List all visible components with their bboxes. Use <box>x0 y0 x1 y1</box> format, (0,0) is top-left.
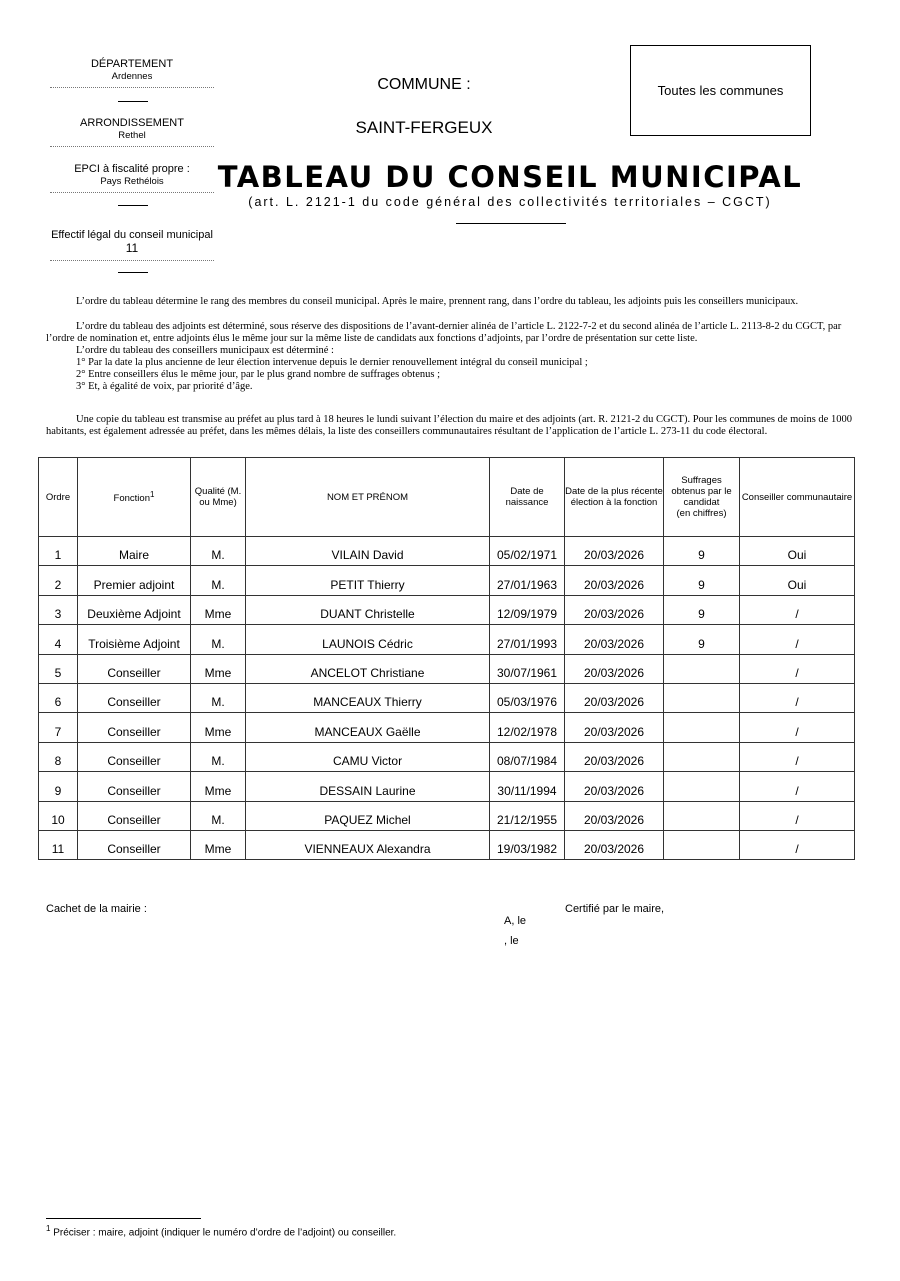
page-subtitle: (art. L. 2121-1 du code général des collectivités territoriales – CGCT) <box>248 195 772 209</box>
cell-nom: LAUNOIS Cédric <box>246 625 490 654</box>
cell-suffrages: 9 <box>664 595 740 624</box>
certifie-label: Certifié par le maire, <box>565 903 665 915</box>
cell-election: 20/03/2026 <box>565 742 664 771</box>
cell-naissance: 12/09/1979 <box>490 595 565 624</box>
divider <box>118 272 148 273</box>
table-row <box>39 595 855 624</box>
intro-text <box>46 296 854 308</box>
cell-naissance: 30/07/1961 <box>490 654 565 683</box>
cell-naissance: 21/12/1955 <box>490 801 565 830</box>
paragraph-rule-1: 1° Par la date la plus ancienne de leur élection intervenue depuis le dernier renouvellement intégral du conseil municipal ; <box>76 357 588 368</box>
header-ordre: Ordre <box>39 458 78 537</box>
table-row <box>39 801 855 830</box>
cell-suffrages <box>664 772 740 801</box>
communes-box <box>630 45 811 136</box>
cell-election: 20/03/2026 <box>565 830 664 859</box>
communes-box-text: Toutes les communes <box>657 83 784 98</box>
paragraph-ordre: L’ordre du tableau détermine le rang des membres du conseil municipal. Après le maire, prennent rang, dans l’ordre du tableau, les adjoints puis les conseillers municipaux. <box>76 296 799 307</box>
table-header-row <box>39 458 855 537</box>
cell-fonction: Deuxième Adjoint <box>78 595 191 624</box>
header-nom: NOM ET PRÉNOM <box>246 458 490 537</box>
cell-election: 20/03/2026 <box>565 595 664 624</box>
cell-qualite: Mme <box>191 772 246 801</box>
header-naissance: Date de naissance <box>490 458 565 537</box>
cell-communautaire: / <box>740 595 855 624</box>
table-row <box>39 830 855 859</box>
cell-ordre: 3 <box>39 595 78 624</box>
cell-nom: MANCEAUX Gaëlle <box>246 713 490 742</box>
departement-value: Ardennes <box>111 71 153 82</box>
cell-communautaire: Oui <box>740 566 855 595</box>
cell-naissance: 05/03/1976 <box>490 683 565 712</box>
cell-fonction: Conseiller <box>78 713 191 742</box>
le-label: , le <box>504 935 519 947</box>
cell-suffrages <box>664 830 740 859</box>
a-le-label: A, le <box>504 915 527 927</box>
page-title: TABLEAU DU CONSEIL MUNICIPAL <box>217 160 803 194</box>
cell-suffrages <box>664 801 740 830</box>
cell-suffrages: 9 <box>664 625 740 654</box>
table-row <box>39 566 855 595</box>
cell-fonction: Conseiller <box>78 772 191 801</box>
divider <box>118 101 148 102</box>
cell-nom: PETIT Thierry <box>246 566 490 595</box>
footnote-text: Préciser : maire, adjoint (indiquer le numéro d’ordre de l’adjoint) ou conseiller. <box>53 1227 397 1239</box>
cell-suffrages: 9 <box>664 537 740 566</box>
cell-nom: VIENNEAUX Alexandra <box>246 830 490 859</box>
commune-label: COMMUNE : <box>377 76 471 93</box>
cell-naissance: 05/02/1971 <box>490 537 565 566</box>
footnote-number: 1 <box>46 1224 51 1233</box>
cell-fonction: Conseiller <box>78 830 191 859</box>
cell-suffrages <box>664 683 740 712</box>
cell-qualite: Mme <box>191 713 246 742</box>
copie-text <box>46 414 854 438</box>
cachet-label: Cachet de la mairie : <box>46 903 147 915</box>
cell-qualite: M. <box>191 683 246 712</box>
arrondissement-value: Rethel <box>118 130 146 141</box>
table-body <box>39 537 855 860</box>
footnote-ref: 1 <box>149 490 155 500</box>
paragraph-conseillers: L’ordre du tableau des conseillers municipaux est déterminé : <box>76 345 334 356</box>
cell-communautaire: / <box>740 772 855 801</box>
effectif-block <box>50 229 214 261</box>
cell-naissance: 30/11/1994 <box>490 772 565 801</box>
cell-naissance: 19/03/1982 <box>490 830 565 859</box>
arrondissement-block <box>50 117 214 147</box>
title-rule <box>456 223 566 224</box>
header-fonction: Fonction$^1$ <box>78 458 191 537</box>
cell-communautaire: / <box>740 654 855 683</box>
cell-naissance: 27/01/1963 <box>490 566 565 595</box>
effectif-value: 11 <box>125 241 139 255</box>
cell-qualite: M. <box>191 566 246 595</box>
cell-ordre: 6 <box>39 683 78 712</box>
paragraph-adjoints: L’ordre du tableau des adjoints est déterminé, sous réserve des dispositions de l’avant-dernier alinéa de l’article L. 2122-7-2 et du second alinéa de l’article L. 2113-8-2 du CGCT, par l’ordre de nomination et, entre adjoints élus le même jour sur la même liste de candidats aux fonctions d’adjoints, par l’ordre de présentation sur cette liste. <box>46 321 842 344</box>
cell-qualite: M. <box>191 537 246 566</box>
effectif-label: Effectif légal du conseil municipal <box>51 229 213 241</box>
cell-communautaire: / <box>740 625 855 654</box>
cell-fonction: Premier adjoint <box>78 566 191 595</box>
table-row <box>39 742 855 771</box>
departement-block <box>50 58 214 88</box>
header-suffrages: Suffrages obtenus par le candidat (en chiffres) <box>664 458 740 537</box>
header-qualite: Qualité (M. ou Mme) <box>191 458 246 537</box>
cell-ordre: 7 <box>39 713 78 742</box>
cell-fonction: Maire <box>78 537 191 566</box>
cell-qualite: M. <box>191 801 246 830</box>
divider <box>118 205 148 206</box>
cell-nom: MANCEAUX Thierry <box>246 683 490 712</box>
cell-nom: ANCELOT Christiane <box>246 654 490 683</box>
cell-ordre: 8 <box>39 742 78 771</box>
cell-qualite: Mme <box>191 595 246 624</box>
cell-naissance: 27/01/1993 <box>490 625 565 654</box>
cell-suffrages <box>664 713 740 742</box>
paragraph-rule-2: 2° Entre conseillers élus le même jour, par le plus grand nombre de suffrages obtenus ; <box>76 369 440 380</box>
table-row <box>39 625 855 654</box>
cell-naissance: 08/07/1984 <box>490 742 565 771</box>
cell-election: 20/03/2026 <box>565 772 664 801</box>
cell-communautaire: / <box>740 801 855 830</box>
cell-qualite: M. <box>191 742 246 771</box>
adjoints-text <box>46 321 854 393</box>
departement-label: DÉPARTEMENT <box>90 58 174 70</box>
cell-election: 20/03/2026 <box>565 566 664 595</box>
cell-qualite: M. <box>191 625 246 654</box>
cell-communautaire: Oui <box>740 537 855 566</box>
epci-label: EPCI à fiscalité propre : <box>74 163 190 175</box>
table-row <box>39 713 855 742</box>
cell-fonction: Conseiller <box>78 742 191 771</box>
cell-election: 20/03/2026 <box>565 801 664 830</box>
header-election: Date de la plus récente élection à la fonction <box>565 458 664 537</box>
header-communautaire: Conseiller communautaire <box>740 458 855 537</box>
footnote <box>46 1224 396 1238</box>
cell-suffrages <box>664 654 740 683</box>
commune-name: SAINT-FERGEUX <box>355 118 493 137</box>
cell-fonction: Conseiller <box>78 801 191 830</box>
cell-suffrages <box>664 742 740 771</box>
arrondissement-label: ARRONDISSEMENT <box>80 117 184 129</box>
footnote-rule <box>46 1218 201 1219</box>
cell-naissance: 12/02/1978 <box>490 713 565 742</box>
cell-ordre: 4 <box>39 625 78 654</box>
cell-ordre: 5 <box>39 654 78 683</box>
conseil-table <box>38 457 855 860</box>
cell-election: 20/03/2026 <box>565 713 664 742</box>
cell-suffrages: 9 <box>664 566 740 595</box>
cell-communautaire: / <box>740 742 855 771</box>
table-row <box>39 537 855 566</box>
cell-nom: PAQUEZ Michel <box>246 801 490 830</box>
cell-fonction: Troisième Adjoint <box>78 625 191 654</box>
cell-election: 20/03/2026 <box>565 683 664 712</box>
cell-ordre: 9 <box>39 772 78 801</box>
cell-ordre: 2 <box>39 566 78 595</box>
cell-election: 20/03/2026 <box>565 654 664 683</box>
cell-ordre: 11 <box>39 830 78 859</box>
table-row <box>39 683 855 712</box>
cell-election: 20/03/2026 <box>565 625 664 654</box>
cell-nom: DUANT Christelle <box>246 595 490 624</box>
cell-qualite: Mme <box>191 654 246 683</box>
cell-communautaire: / <box>740 830 855 859</box>
table-row <box>39 654 855 683</box>
epci-value: Pays Rethélois <box>100 176 164 187</box>
cell-election: 20/03/2026 <box>565 537 664 566</box>
cell-qualite: Mme <box>191 830 246 859</box>
cell-fonction: Conseiller <box>78 683 191 712</box>
paragraph-copie: Une copie du tableau est transmise au préfet au plus tard à 18 heures le lundi suivant l’élection du maire et des adjoints (art. R. 2121-2 du CGCT). Pour les communes de moins de 1000 habitants, est également adressée au préfet, dans les mêmes délais, la liste des conseillers communautaires résultant de l’application de l’article L. 273-11 du code électoral. <box>46 414 852 437</box>
table-row <box>39 772 855 801</box>
cell-ordre: 1 <box>39 537 78 566</box>
paragraph-rule-3: 3° Et, à égalité de voix, par priorité d’âge. <box>76 381 253 392</box>
cell-nom: VILAIN David <box>246 537 490 566</box>
cell-nom: DESSAIN Laurine <box>246 772 490 801</box>
cell-communautaire: / <box>740 713 855 742</box>
epci-block <box>50 163 214 193</box>
cell-communautaire: / <box>740 683 855 712</box>
cell-fonction: Conseiller <box>78 654 191 683</box>
cell-nom: CAMU Victor <box>246 742 490 771</box>
cell-ordre: 10 <box>39 801 78 830</box>
